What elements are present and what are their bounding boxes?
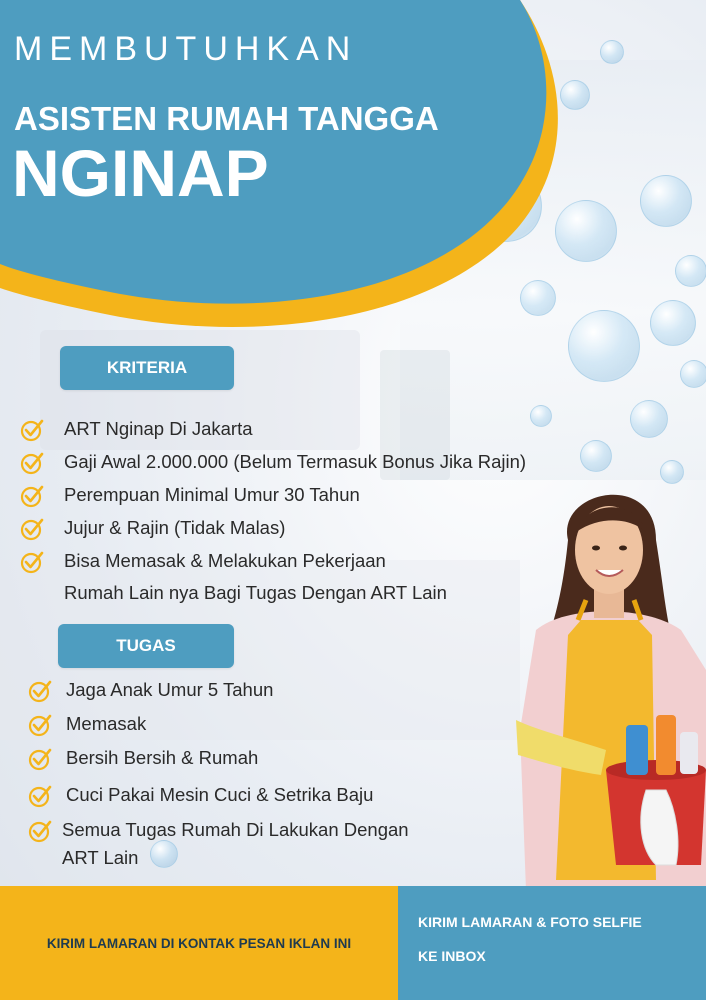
- bubble-decoration: [530, 405, 552, 427]
- list-item: [28, 817, 409, 843]
- list-item-text: Perempuan Minimal Umur 30 Tahun: [64, 484, 360, 505]
- tugas-list: [28, 677, 409, 871]
- footer-right-line-1: KIRIM LAMARAN & FOTO SELFIE: [418, 914, 642, 930]
- kriteria-list: [20, 416, 526, 606]
- list-item-text: Jaga Anak Umur 5 Tahun: [66, 679, 274, 700]
- tugas-title: TUGAS: [58, 624, 234, 668]
- woman-housekeeper-image: [506, 470, 706, 890]
- list-item: [28, 677, 409, 703]
- check-circle-icon: [28, 747, 52, 771]
- header-headline: ASISTEN RUMAH TANGGA: [14, 100, 439, 137]
- list-item-text: Memasak: [66, 713, 147, 734]
- check-circle-icon: [20, 484, 44, 508]
- check-circle-icon: [20, 418, 44, 442]
- list-item-text: ART Lain: [62, 847, 139, 868]
- check-circle-icon: [28, 679, 52, 703]
- list-item-text: Bisa Memasak & Melakukan Pekerjaan: [64, 550, 386, 571]
- check-circle-icon: [20, 451, 44, 475]
- list-item-text: ART Nginap Di Jakarta: [64, 418, 253, 439]
- list-item: [20, 482, 526, 508]
- header-headline-big: NGINAP: [12, 136, 269, 210]
- list-item-continuation: [20, 580, 526, 606]
- list-item-text: Bersih Bersih & Rumah: [66, 747, 259, 768]
- check-circle-icon: [20, 517, 44, 541]
- list-item: [28, 711, 409, 737]
- list-item: [20, 416, 526, 442]
- kriteria-title: KRITERIA: [60, 346, 234, 390]
- list-item-text: Rumah Lain nya Bagi Tugas Dengan ART Lain: [64, 582, 447, 603]
- list-item: [28, 745, 409, 771]
- list-item-text: Jujur & Rajin (Tidak Malas): [64, 517, 286, 538]
- list-item-text: Gaji Awal 2.000.000 (Belum Termasuk Bonus Jika Rajin): [64, 451, 527, 472]
- bubble-decoration: [580, 440, 612, 472]
- list-item: [28, 782, 409, 808]
- check-circle-icon: [28, 713, 52, 737]
- footer-cta-left: [0, 886, 398, 1000]
- check-circle-icon: [28, 819, 52, 843]
- list-item-text: Semua Tugas Rumah Di Lakukan Dengan: [62, 819, 409, 840]
- list-item: [20, 548, 526, 574]
- footer-cta-right: [398, 886, 706, 1000]
- footer-right-line-2: KE INBOX: [418, 948, 486, 964]
- check-circle-icon: [28, 784, 52, 808]
- bubble-decoration: [680, 360, 706, 388]
- list-item-text: Cuci Pakai Mesin Cuci & Setrika Baju: [66, 784, 374, 805]
- list-item-continuation: [28, 845, 409, 871]
- list-item: [20, 449, 526, 475]
- check-circle-icon: [20, 550, 44, 574]
- list-item: [20, 515, 526, 541]
- footer-left-text: KIRIM LAMARAN DI KONTAK PESAN IKLAN INI: [46, 935, 352, 951]
- header-kicker: MEMBUTUHKAN: [14, 30, 358, 68]
- bubble-decoration: [630, 400, 668, 438]
